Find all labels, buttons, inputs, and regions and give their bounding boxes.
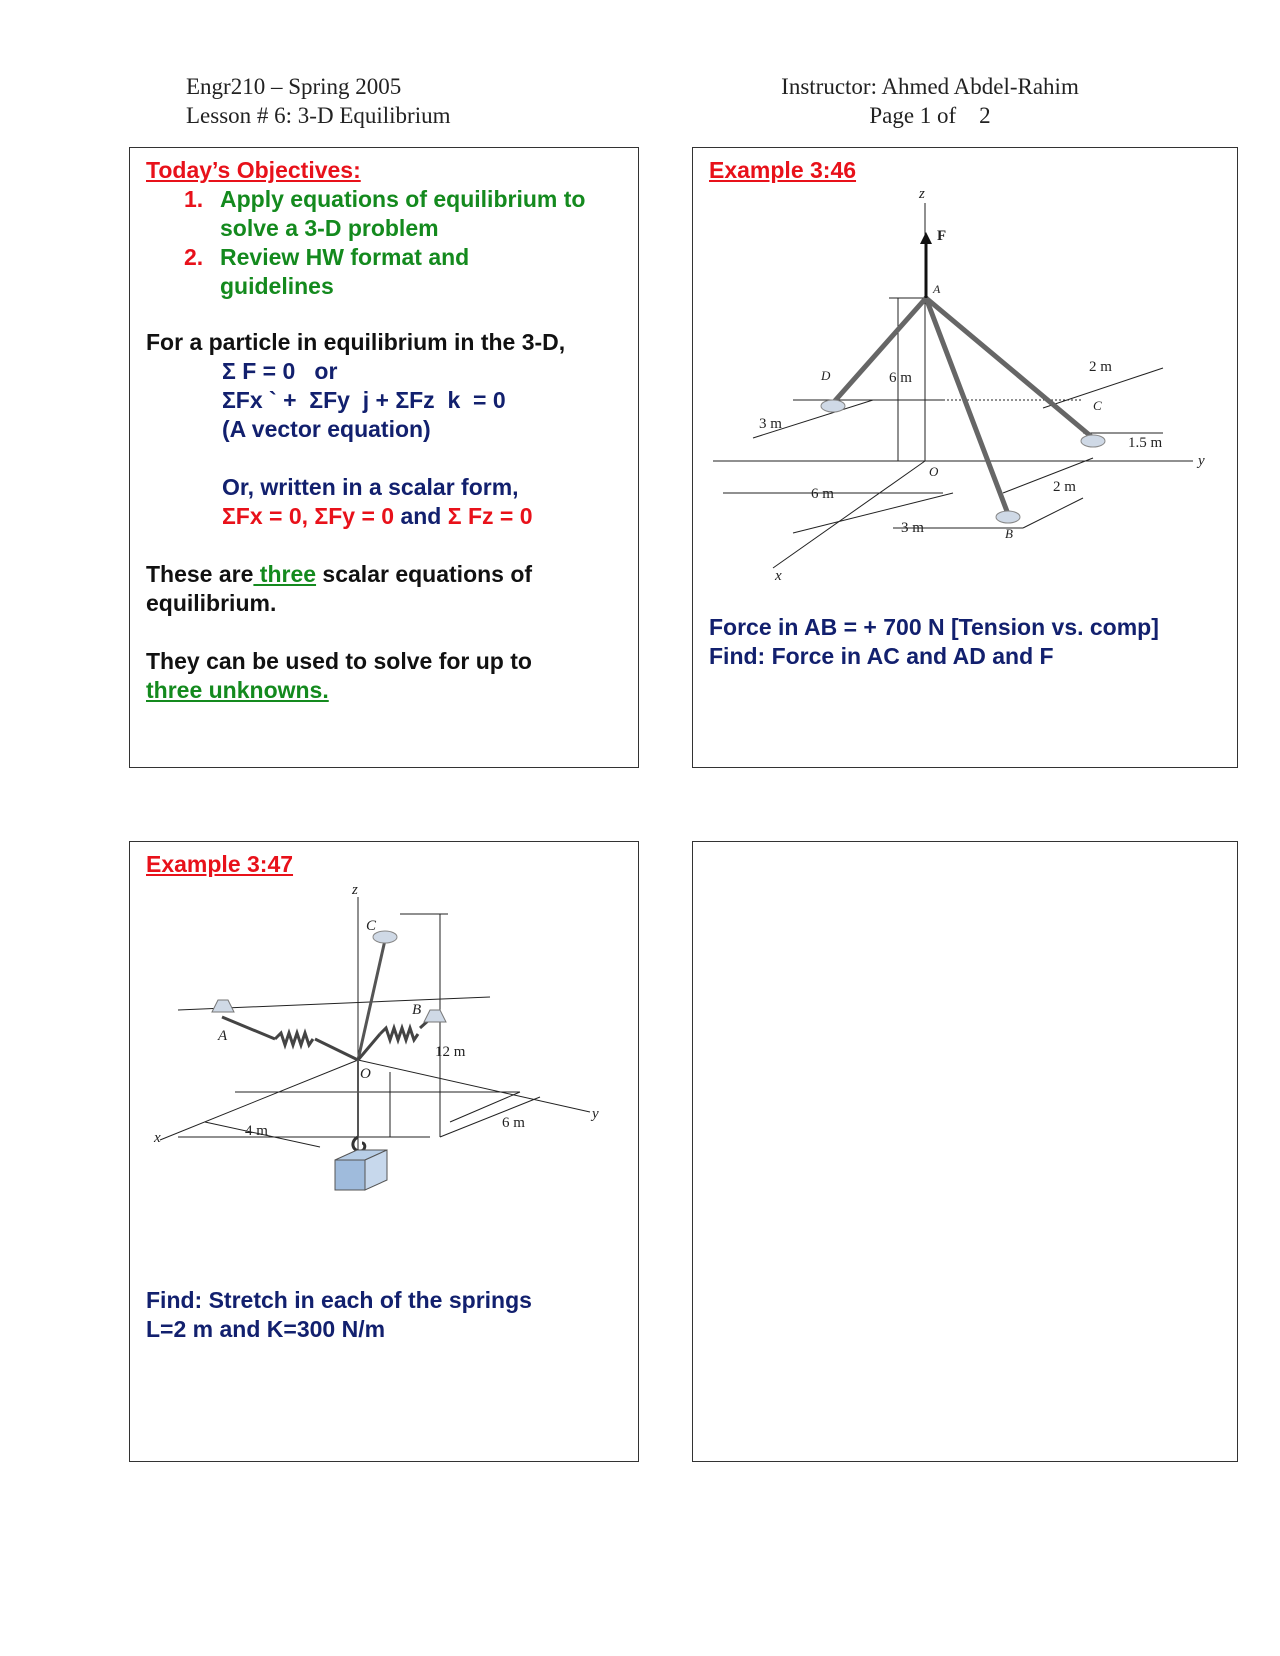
svg-text:C: C: [1093, 398, 1102, 413]
header-right: [760, 72, 1100, 130]
course-title: Engr210 – Spring 2005: [186, 74, 402, 99]
objectives-title: Today’s Objectives:: [146, 157, 361, 183]
svg-text:x: x: [154, 1130, 161, 1146]
hook-icon: [353, 1137, 365, 1151]
svg-text:z: z: [919, 186, 925, 202]
vector-eq-note: (A vector equation): [222, 416, 431, 442]
solve-text: They can be used to solve for up to: [146, 648, 532, 674]
svg-text:O: O: [360, 1066, 371, 1082]
svg-text:1.5 m: 1.5 m: [1128, 435, 1163, 451]
svg-text:D: D: [821, 368, 831, 383]
component-eq: ΣFx ` + ΣFy j + ΣFz k = 0: [222, 387, 506, 413]
svg-text:x: x: [775, 568, 782, 584]
blank-notes-panel: [692, 841, 1238, 1462]
svg-text:3 m: 3 m: [901, 520, 924, 536]
svg-text:6 m: 6 m: [502, 1115, 525, 1131]
svg-text:2 m: 2 m: [1053, 479, 1076, 495]
three-unknowns: three unknowns.: [146, 677, 329, 703]
svg-text:12 m: 12 m: [435, 1044, 466, 1060]
spring-OA-icon: [275, 1033, 313, 1045]
vector-eq: Σ F = 0 or: [222, 358, 338, 384]
example-46-diagram: [693, 148, 1239, 588]
objective-text: Review HW format and guidelines: [220, 244, 470, 299]
svg-text:2 m: 2 m: [1089, 359, 1112, 375]
three-equations-text-2: equilibrium.: [146, 590, 277, 616]
support-C-icon: [1081, 435, 1105, 447]
support-B-icon: [996, 511, 1020, 523]
example-47-panel: [129, 841, 639, 1462]
svg-text:y: y: [1198, 453, 1205, 469]
crate-icon: [335, 1160, 365, 1190]
objectives-list: [184, 185, 634, 301]
scalar-intro: Or, written in a scalar form,: [222, 474, 519, 500]
svg-text:3 m: 3 m: [759, 416, 782, 432]
svg-text:y: y: [592, 1106, 599, 1122]
equilibrium-notes: [146, 328, 632, 705]
three-equations-text: These are three scalar equations of: [146, 561, 533, 587]
svg-text:6 m: 6 m: [889, 370, 912, 386]
objective-text: Apply equations of equilibrium to solve a 3-D problem: [220, 186, 586, 241]
header-left: [186, 72, 450, 130]
svg-text:A: A: [218, 1028, 228, 1044]
lesson-title: Lesson # 6: 3-D Equilibrium: [186, 103, 451, 128]
page-number: Page 1 of 2: [869, 103, 991, 128]
support-C-icon: [373, 931, 397, 943]
member-AD: [833, 298, 926, 403]
objective-item: [184, 185, 634, 243]
objective-number: 2.: [184, 244, 204, 270]
support-D-icon: [821, 400, 845, 412]
svg-text:B: B: [412, 1002, 422, 1018]
support-A-icon: [212, 1000, 234, 1012]
svg-text:B: B: [1005, 526, 1013, 541]
support-B-icon: [424, 1010, 446, 1022]
example-46-text: Force in AB = + 700 N [Tension vs. comp] Find: Force in AC and AD and F: [709, 614, 1159, 669]
example-47-diagram: [130, 842, 640, 1262]
example-46-panel: [692, 147, 1238, 768]
svg-text:C: C: [366, 918, 377, 934]
objective-number: 1.: [184, 186, 204, 212]
svg-text:6 m: 6 m: [811, 486, 834, 502]
scalar-eqs: ΣFx = 0, ΣFy = 0 and Σ Fz = 0: [222, 503, 533, 529]
svg-text:4 m: 4 m: [245, 1123, 268, 1139]
instructor-name: Instructor: Ahmed Abdel-Rahim: [781, 74, 1079, 99]
spring-OB-icon: [380, 1028, 418, 1040]
example-47-text: Find: Stretch in each of the springs L=2 m and K=300 N/m: [146, 1287, 532, 1342]
objectives-panel: [129, 147, 639, 768]
svg-text:F: F: [937, 228, 947, 244]
example-47-title: Example 3:47: [146, 851, 294, 877]
svg-text:z: z: [352, 882, 358, 898]
objective-item: [184, 243, 634, 301]
example-46-title: Example 3:46: [709, 157, 857, 183]
svg-text:O: O: [929, 464, 939, 479]
svg-text:A: A: [933, 282, 941, 296]
force-arrow-icon: [920, 232, 932, 244]
intro-text: For a particle in equilibrium in the 3-D,: [146, 329, 566, 355]
